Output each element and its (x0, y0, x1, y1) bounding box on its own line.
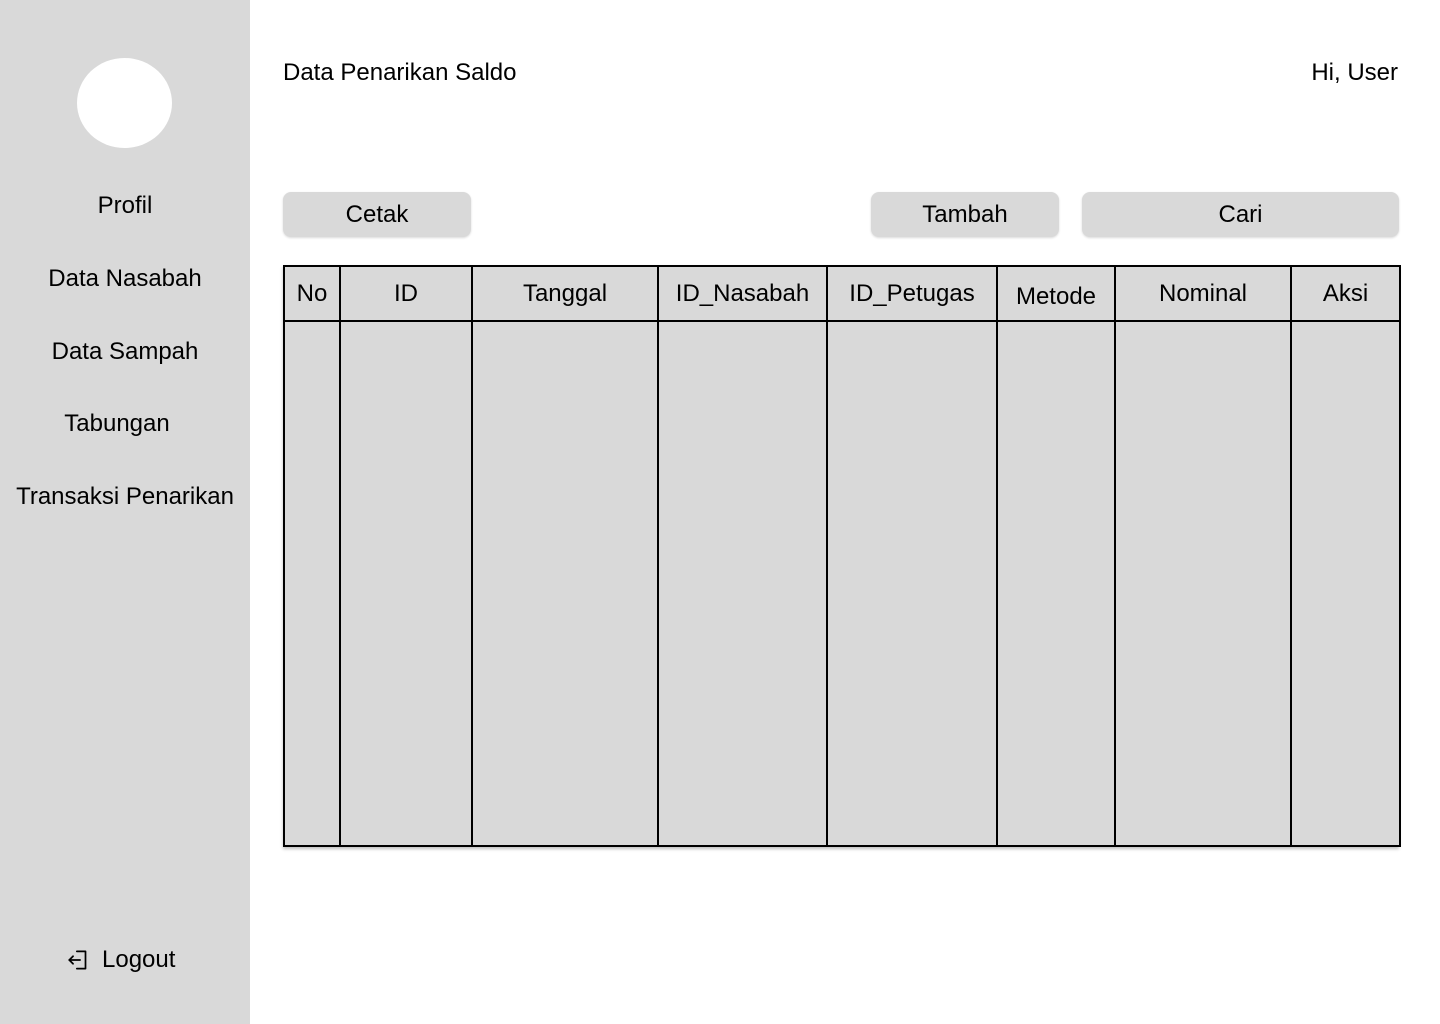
add-button[interactable]: Tambah (871, 192, 1059, 237)
sidebar-item-tabungan[interactable]: Tabungan (64, 410, 170, 437)
column-header-id-nasabah[interactable]: ID_Nasabah (658, 266, 827, 321)
sidebar-item-transaksi-penarikan[interactable]: Transaksi Penarikan (16, 483, 234, 510)
avatar[interactable] (77, 58, 172, 148)
search-button[interactable]: Cari (1082, 192, 1399, 237)
column-header-aksi[interactable]: Aksi (1291, 266, 1400, 321)
user-greeting: Hi, User (1311, 59, 1398, 86)
logout-icon (66, 947, 92, 973)
table-cell-id (340, 321, 472, 846)
table-cell-id-petugas (827, 321, 997, 846)
sidebar-item-profil[interactable]: Profil (97, 192, 153, 219)
logout-button[interactable] (66, 944, 175, 976)
table-cell-nominal (1115, 321, 1291, 846)
column-header-tanggal[interactable]: Tanggal (472, 266, 658, 321)
table-header-row (284, 266, 1400, 321)
sidebar-item-data-nasabah[interactable]: Data Nasabah (48, 265, 202, 292)
table-cell-no (284, 321, 340, 846)
column-header-id[interactable]: ID (340, 266, 472, 321)
page-title: Data Penarikan Saldo (283, 59, 517, 86)
sidebar (0, 0, 250, 1024)
table-body-row (284, 321, 1400, 846)
table-cell-tanggal (472, 321, 658, 846)
column-header-id-petugas[interactable]: ID_Petugas (827, 266, 997, 321)
table-cell-aksi (1291, 321, 1400, 846)
column-header-no[interactable]: No (284, 266, 340, 321)
table-cell-id-nasabah (658, 321, 827, 846)
column-header-metode[interactable]: Metode (997, 266, 1115, 321)
print-button[interactable]: Cetak (283, 192, 471, 237)
sidebar-item-data-sampah[interactable]: Data Sampah (51, 338, 199, 365)
column-header-nominal[interactable]: Nominal (1115, 266, 1291, 321)
logout-label: Logout (102, 946, 176, 973)
withdrawal-table (283, 265, 1399, 847)
table-cell-metode (997, 321, 1115, 846)
